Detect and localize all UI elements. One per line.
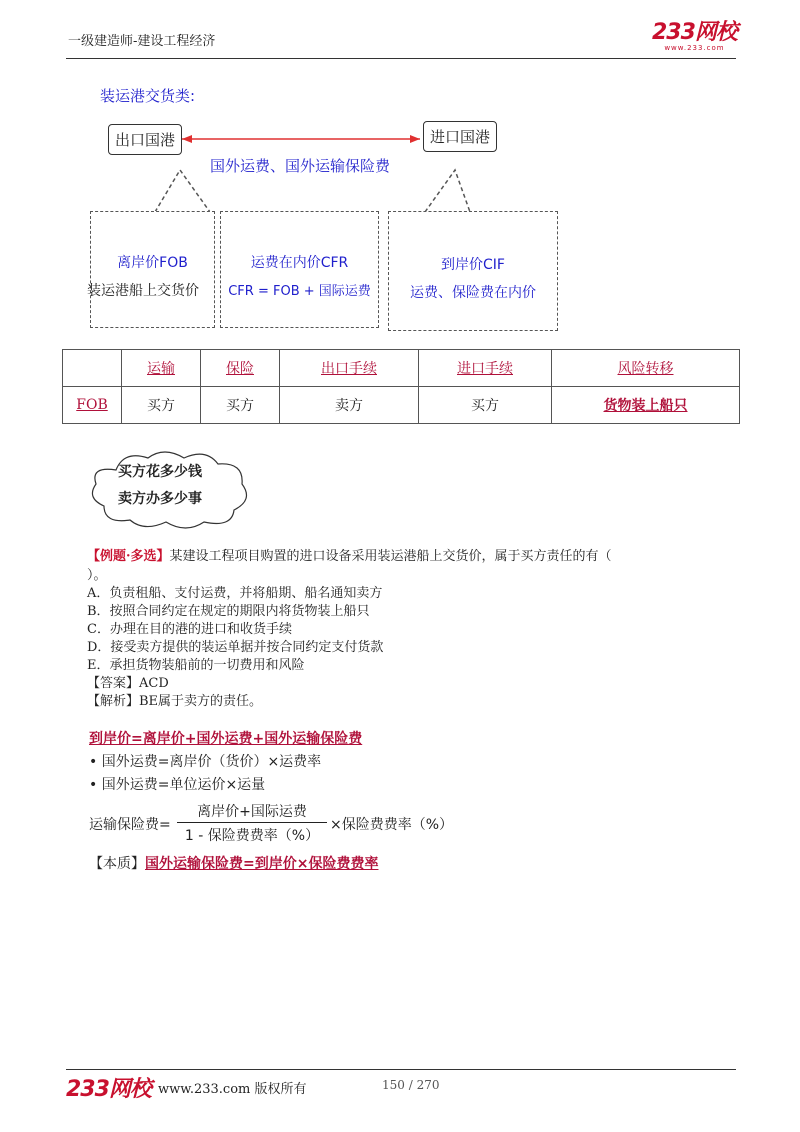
table-header-cell: 风险转移 — [552, 350, 740, 387]
question-text: 某建设工程项目购置的进口设备采用装运港船上交货价，属于买方责任的有（ — [169, 549, 612, 564]
cif-desc: 运费、保险费在内价 — [410, 285, 536, 301]
analysis: 【解析】BE属于卖方的责任。 — [87, 694, 263, 709]
cif-title: 到岸价CIF — [441, 257, 505, 273]
cfr-callout — [220, 211, 379, 328]
arrow-label: 国外运费、国外运输保险费 — [210, 157, 391, 175]
insurance-label: 运输保险费= — [89, 817, 171, 833]
essence-formula: 国外运输保险费=到岸价×保险费费率 — [145, 856, 379, 872]
responsibility-table — [62, 349, 740, 424]
option-e: E．承担货物装船前的一切费用和风险 — [87, 658, 305, 673]
essence-line — [89, 853, 378, 873]
freight-formula-1: • 国外运费=离岸价（货价）×运费率 — [89, 754, 322, 770]
question-stem — [87, 548, 727, 566]
diagram-heading: 装运港交货类: — [100, 87, 196, 105]
footer-divider — [66, 1069, 736, 1070]
cfr-title: 运费在内价CFR — [250, 255, 349, 271]
insurance-numerator: 离岸价+国际运费 — [197, 804, 307, 820]
table-cell: 货物装上船只 — [552, 387, 740, 424]
document-title: 一级建造师-建设工程经济 — [68, 34, 216, 49]
footer-site: www.233.com 版权所有 — [158, 1082, 307, 1097]
option-a: A．负责租船、支付运费，并将船期、船名通知卖方 — [87, 586, 383, 601]
table-cell: 买方 — [419, 387, 552, 424]
table-header-row — [63, 350, 740, 387]
table-header-cell — [63, 350, 122, 387]
option-b: B．按照合同约定在规定的期限内将货物装上船只 — [87, 604, 370, 619]
question-tag: 【例题·多选】 — [87, 549, 170, 564]
table-row — [63, 387, 740, 424]
option-d: D．接受卖方提供的装运单据并按合同约定支付货款 — [87, 640, 384, 655]
question-stem-end: ）。 — [87, 568, 107, 583]
table-header-cell: 运输 — [122, 350, 201, 387]
page-number: 150 / 270 — [382, 1078, 440, 1092]
option-c: C．办理在目的港的进口和收货手续 — [87, 622, 292, 637]
table-cell: 买方 — [201, 387, 280, 424]
import-port-box: 进口国港 — [423, 121, 497, 152]
answer: 【答案】ACD — [87, 676, 169, 691]
cif-callout — [388, 211, 558, 331]
table-header-cell: 进口手续 — [419, 350, 552, 387]
cfr-formula: CFR = FOB + 国际运费 — [228, 284, 371, 299]
table-cell: 卖方 — [280, 387, 419, 424]
freight-formula-2: • 国外运费=单位运价×运量 — [89, 777, 266, 793]
cloud-line-1: 买方花多少钱 — [118, 464, 202, 480]
insurance-tail: ×保险费费率（%） — [330, 817, 454, 833]
table-header-cell: 保险 — [201, 350, 280, 387]
table-header-cell: 出口手续 — [280, 350, 419, 387]
fob-title: 离岸价FOB — [117, 255, 188, 271]
fob-callout — [87, 211, 215, 328]
logo-text: 233网校 — [652, 20, 737, 45]
fraction-bar — [177, 822, 327, 823]
logo-url: www.233.com — [664, 44, 725, 52]
fob-desc: 装运港船上交货价 — [87, 283, 199, 299]
insurance-denominator: 1 - 保险费费率（%） — [184, 828, 320, 844]
cloud-line-2: 卖方办多少事 — [118, 491, 202, 507]
table-cell: 买方 — [122, 387, 201, 424]
export-port-box: 出口国港 — [108, 124, 182, 155]
cif-formula: 到岸价=离岸价+国外运费+国外运输保险费 — [89, 731, 363, 747]
table-cell: FOB — [63, 387, 122, 424]
footer-logo: 233网校 — [66, 1077, 151, 1102]
essence-tag: 【本质】 — [89, 856, 145, 872]
